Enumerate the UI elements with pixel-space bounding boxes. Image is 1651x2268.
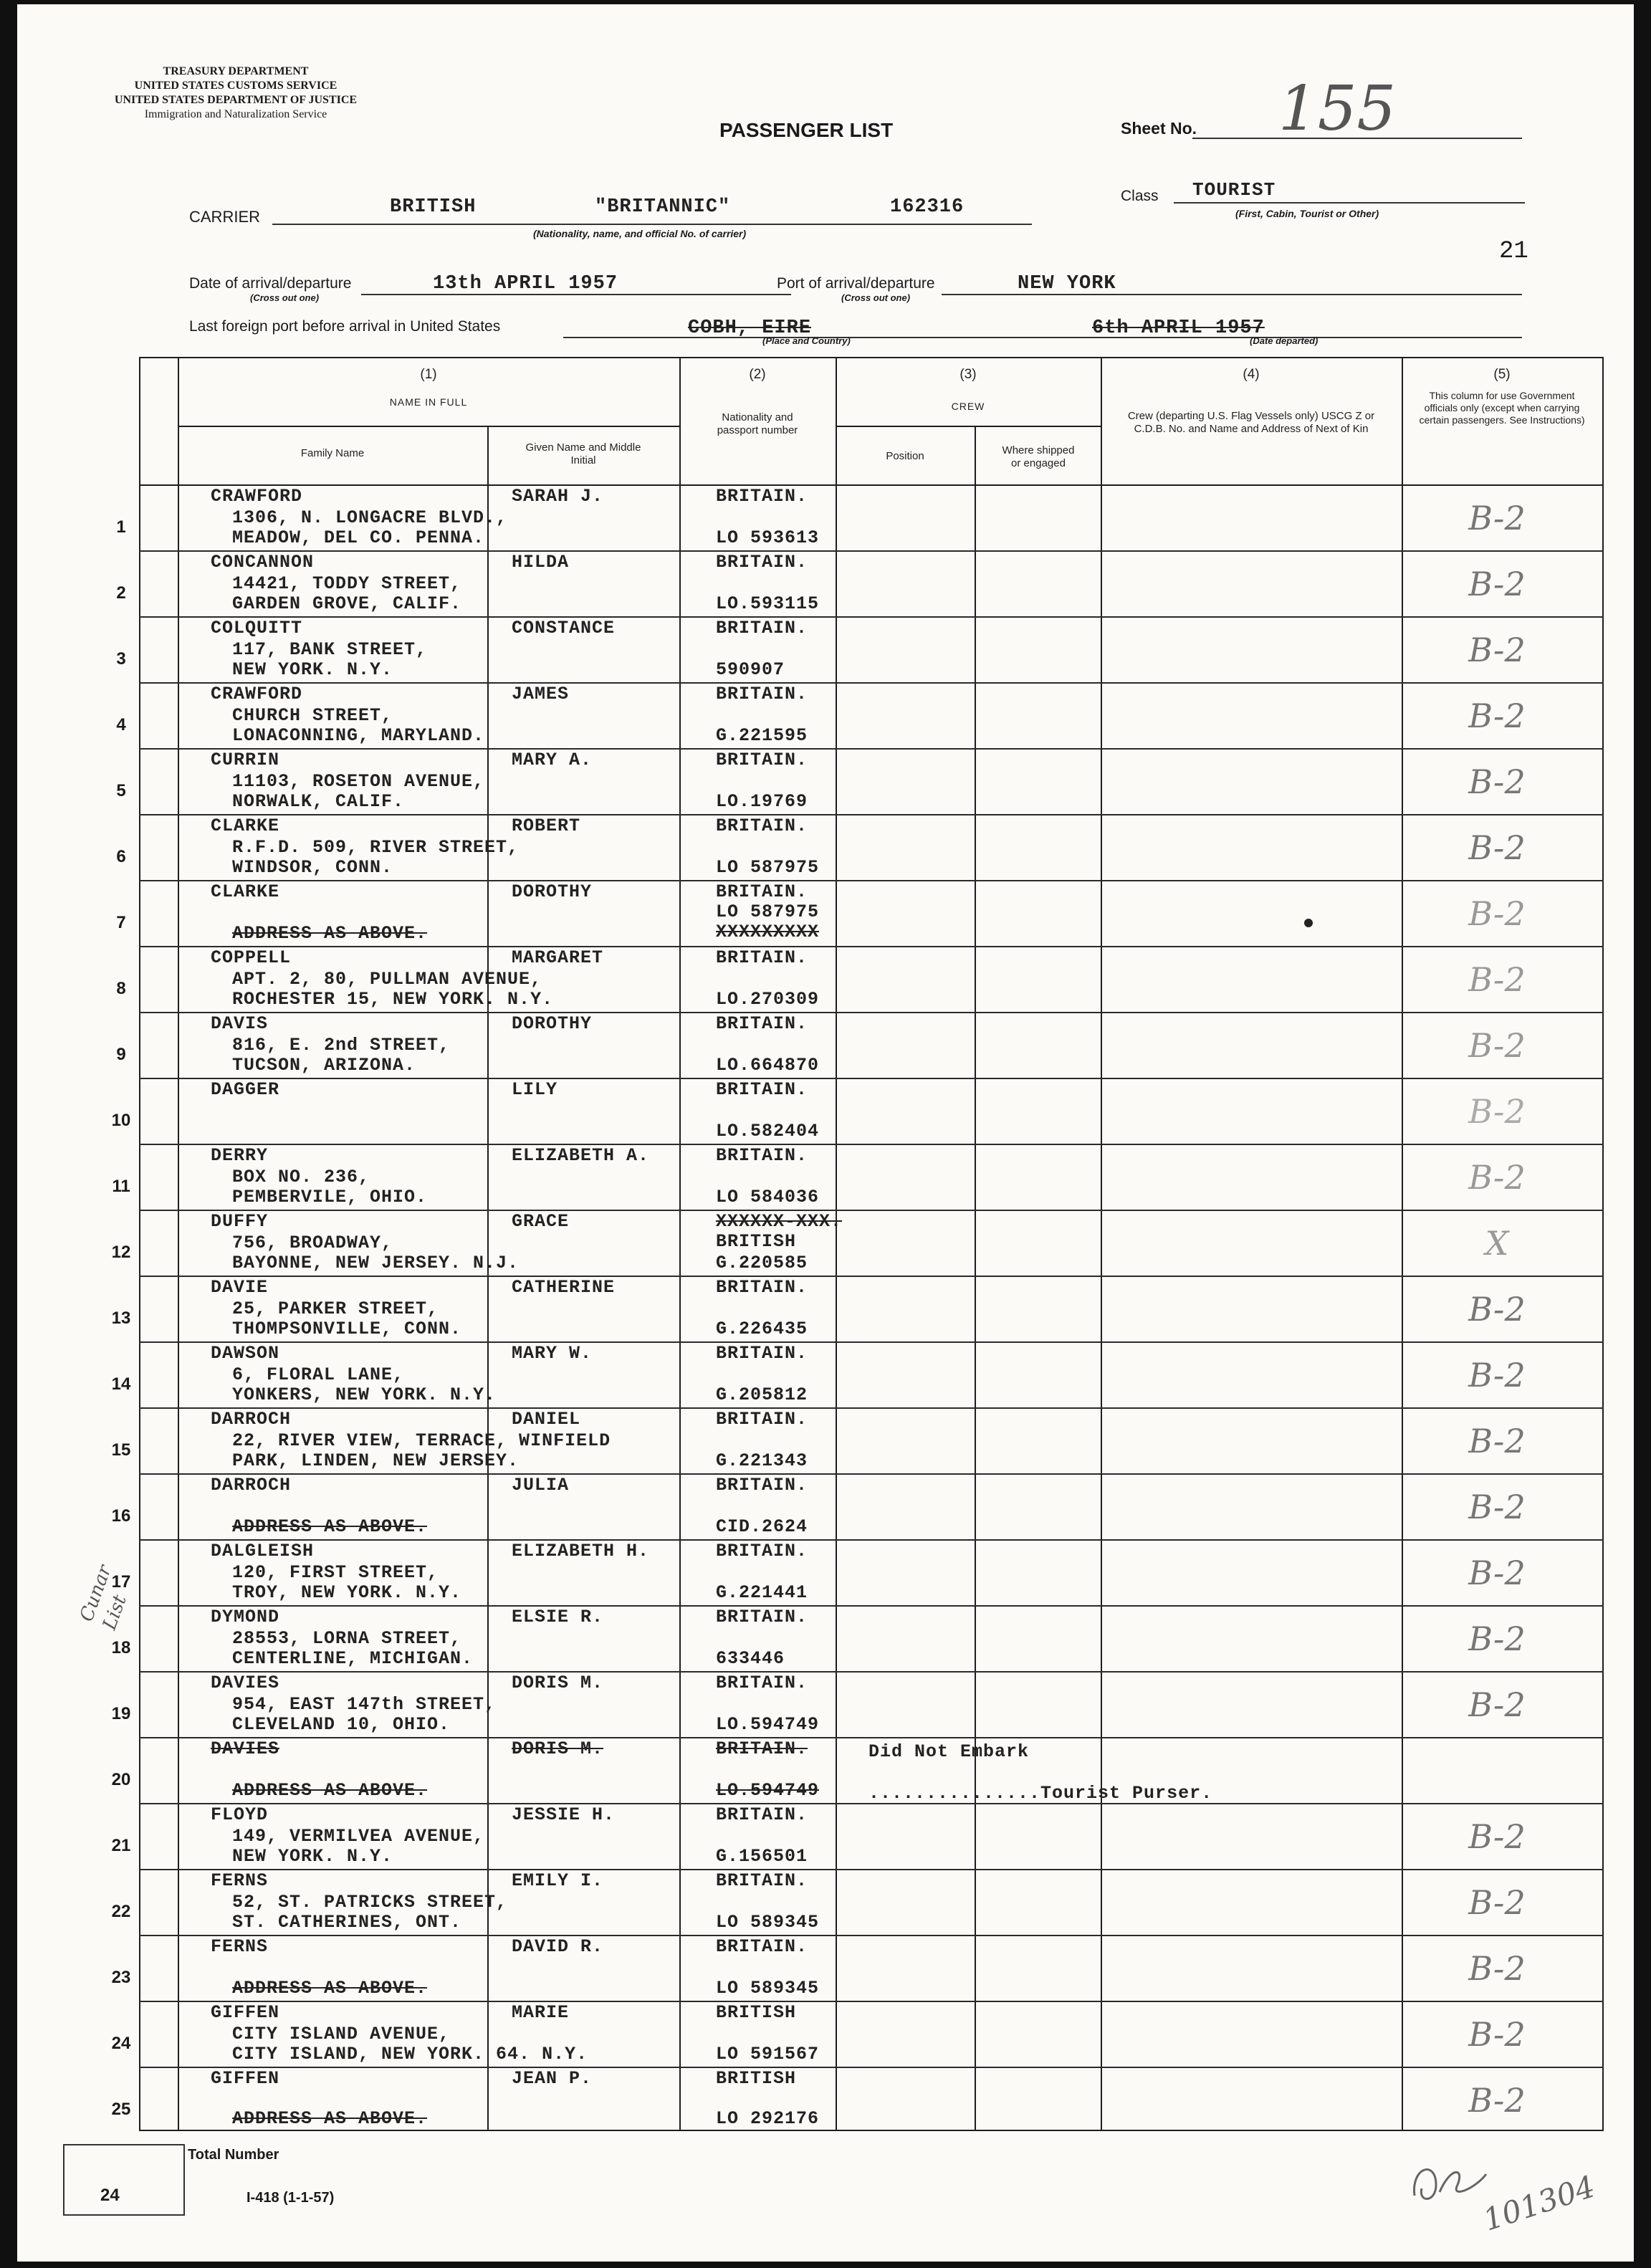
passport-number: G.156501 [716, 1846, 808, 1867]
row-number: 11 [112, 1177, 130, 1196]
passport-number: G.226435 [716, 1319, 808, 1339]
total-value: 24 [100, 2186, 120, 2205]
nationality: BRITAIN. [716, 1343, 808, 1364]
carrier-caption: (Nationality, name, and official No. of carrier) [533, 228, 747, 239]
address-line-1: 1306, N. LONGACRE BLVD., [232, 507, 508, 528]
passport-number: G.205812 [716, 1384, 808, 1405]
address-line-1: 25, PARKER STREET, [232, 1298, 439, 1319]
official-mark: B-2 [1468, 499, 1526, 537]
row-number: 25 [111, 2100, 131, 2119]
passport-number: LO 587975 [716, 857, 820, 878]
table-row [116, 684, 1604, 750]
nationality: BRITAIN. [716, 1145, 808, 1166]
row-number: 23 [111, 1968, 131, 1987]
footer-annotation: 101304 [1479, 2168, 1599, 2238]
nationality: BRITAIN. [716, 486, 808, 507]
passport-number: LO.582404 [716, 1121, 820, 1142]
passport-number: G.220585 [716, 1253, 808, 1273]
given-name: JEAN P. [512, 2068, 593, 2089]
nationality: BRITAIN. [716, 881, 808, 902]
given-name-header: Given Name and Middle Initial [525, 441, 641, 466]
family-name: CRAWFORD [211, 684, 303, 704]
class-label: Class [1121, 188, 1159, 204]
arrival-caption: (Cross out one) [250, 292, 320, 303]
col5-number: (5) [1493, 367, 1511, 382]
official-mark: B-2 [1468, 960, 1526, 999]
official-mark: B-2 [1468, 1290, 1526, 1329]
official-mark: B-2 [1468, 1554, 1526, 1592]
carrier-number: 162316 [890, 196, 965, 218]
table-row [116, 486, 1604, 552]
nationality: BRITAIN. [716, 750, 808, 770]
nationality: BRITAIN. [716, 1541, 808, 1561]
family-name: GIFFEN [211, 2002, 280, 2023]
address-line-2: ST. CATHERINES, ONT. [232, 1912, 462, 1933]
passport-number: G.221343 [716, 1450, 808, 1471]
table-row [111, 2068, 1604, 2133]
address-line-1: 954, EAST 147th STREET, [232, 1694, 497, 1715]
row-number: 4 [116, 715, 126, 735]
table-row [111, 1343, 1604, 1409]
sheet-label: Sheet No. [1121, 119, 1197, 138]
given-name: CONSTANCE [512, 618, 616, 638]
address-line-2: CLEVELAND 10, OHIO. [232, 1714, 451, 1735]
given-name: ELSIE R. [512, 1607, 604, 1627]
official-mark: B-2 [1468, 1158, 1526, 1197]
arrival-label: Date of arrival/departure [189, 275, 352, 292]
agency-line-1: TREASURY DEPARTMENT [163, 65, 309, 77]
col1-number: (1) [420, 367, 437, 382]
family-name: DYMOND [211, 1607, 280, 1627]
nationality: BRITISH [716, 2002, 797, 2023]
table-row [116, 1013, 1604, 1079]
position-header: Position [886, 450, 924, 462]
row-number: 3 [116, 649, 126, 669]
address-line-2: TUCSON, ARIZONA. [232, 1055, 416, 1076]
passport-number: LO 584036 [716, 1187, 820, 1207]
address-line-1: 117, BANK STREET, [232, 639, 428, 660]
official-mark: B-2 [1468, 1422, 1526, 1460]
given-name: SARAH J. [512, 486, 604, 507]
passport-number: G.221595 [716, 725, 808, 746]
agency-line-4: Immigration and Naturalization Service [144, 108, 327, 120]
given-name: MARIE [512, 2002, 570, 2023]
total-label: Total Number [188, 2147, 279, 2163]
table-row [116, 881, 1604, 947]
table-row [111, 1804, 1604, 1870]
table-row [111, 1870, 1604, 1936]
address-line-1: 6, FLORAL LANE, [232, 1364, 405, 1385]
passport-number: LO.664870 [716, 1055, 820, 1076]
class-value: TOURIST [1192, 179, 1276, 201]
passport-number: LO 587975 [716, 901, 820, 922]
official-mark: B-2 [1468, 2015, 1526, 2054]
address-line-2: NORWALK, CALIF. [232, 791, 405, 812]
nationality: BRITAIN. [716, 1804, 808, 1825]
passport-number: LO.594749 [716, 1780, 820, 1801]
family-name: COPPELL [211, 947, 292, 968]
row-number: 17 [111, 1572, 131, 1592]
row-number: 14 [111, 1374, 131, 1394]
address-line-2: ADDRESS AS ABOVE. [232, 923, 428, 944]
page-title: PASSENGER LIST [719, 119, 894, 141]
foreign-port-caption: (Place and Country) [762, 335, 851, 346]
row-number: 22 [111, 1902, 131, 1921]
nationality: BRITAIN. [716, 618, 808, 638]
table-row [116, 750, 1604, 815]
address-line-2: NEW YORK. N.Y. [232, 1846, 393, 1867]
margin-note: Cunar List [75, 1562, 131, 1633]
given-name: DORIS M. [512, 1673, 604, 1693]
table-row [111, 1673, 1604, 1738]
table-row [111, 1738, 1604, 1804]
form-number: I-418 (1-1-57) [247, 2190, 335, 2206]
table-row [111, 1541, 1604, 1607]
nationality: BRITAIN. [716, 552, 808, 573]
nationality: BRITISH [716, 1231, 797, 1252]
passport-number: LO.19769 [716, 791, 808, 812]
address-line-2: GARDEN GROVE, CALIF. [232, 593, 462, 614]
address-line-1: R.F.D. 509, RIVER STREET, [232, 837, 520, 858]
address-line-2: ADDRESS AS ABOVE. [232, 2108, 428, 2129]
table-row [111, 1409, 1604, 1475]
carrier-label: CARRIER [189, 208, 261, 226]
family-name: CLARKE [211, 815, 280, 836]
passport-number: LO 591567 [716, 2044, 820, 2064]
address-line-1: 816, E. 2nd STREET, [232, 1035, 451, 1056]
nationality: BRITISH [716, 2068, 797, 2089]
official-mark: B-2 [1468, 1488, 1526, 1526]
family-name-header: Family Name [300, 447, 365, 459]
family-name: DAVIES [211, 1738, 280, 1759]
departed-value: 6th APRIL 1957 [1092, 317, 1265, 339]
row-number: 15 [111, 1440, 131, 1460]
table-crew-subheader-line [836, 426, 1101, 427]
given-name: HILDA [512, 552, 570, 573]
given-name: JULIA [512, 1475, 570, 1496]
given-name: CATHERINE [512, 1277, 616, 1298]
family-name: DERRY [211, 1145, 269, 1166]
family-name: CLARKE [211, 881, 280, 902]
given-name: MARY W. [512, 1343, 593, 1364]
family-name: DAVIE [211, 1277, 269, 1298]
address-line-1: CITY ISLAND AVENUE, [232, 2024, 451, 2044]
row-number: 7 [116, 913, 126, 932]
carrier-nationality: BRITISH [390, 196, 477, 218]
official-mark: B-2 [1468, 1026, 1526, 1065]
family-name: DUFFY [211, 1211, 269, 1232]
given-name: ROBERT [512, 815, 581, 836]
table-row [116, 947, 1604, 1013]
official-mark: B-2 [1468, 894, 1526, 933]
nationality: BRITAIN. [716, 684, 808, 704]
passport-number: LO.594749 [716, 1714, 820, 1735]
col4-title: Crew (departing U.S. Flag Vessels only) USCG Z or C.D.B. No. and Name and Address of Next of Kin [1127, 410, 1375, 435]
row-number: 12 [111, 1243, 131, 1262]
nationality: BRITAIN. [716, 815, 808, 836]
col2-title: Nationality and passport number [717, 411, 798, 436]
address-line-2: BAYONNE, NEW JERSEY. N.J. [232, 1253, 520, 1273]
table-row [116, 552, 1604, 618]
address-line-2: PARK, LINDEN, NEW JERSEY. [232, 1450, 520, 1471]
did-not-embark-note: Did Not Embark [868, 1741, 1030, 1762]
address-line-2: LONACONNING, MARYLAND. [232, 725, 485, 746]
official-mark: B-2 [1468, 1883, 1526, 1922]
family-name: DAVIES [211, 1673, 280, 1693]
passport-number: LO 593613 [716, 527, 820, 548]
table-row [111, 1607, 1604, 1673]
address-line-2: THOMPSONVILLE, CONN. [232, 1319, 462, 1339]
official-mark: B-2 [1468, 828, 1526, 867]
carrier-name: "BRITANNIC" [595, 196, 731, 218]
given-name: DANIEL [512, 1409, 581, 1430]
arrival-value: 13th APRIL 1957 [433, 273, 618, 295]
col5-title: This column for use Government officials only (except when carrying certain passengers. See Instructions) [1419, 390, 1585, 426]
nationality: BRITAIN. [716, 1079, 808, 1100]
col3-title: CREW [951, 401, 985, 412]
official-mark: B-2 [1468, 565, 1526, 603]
address-line-1: 52, ST. PATRICKS STREET, [232, 1892, 508, 1913]
departed-caption: (Date departed) [1250, 335, 1319, 346]
col3-number: (3) [960, 367, 977, 382]
official-mark: B-2 [1468, 1817, 1526, 1856]
official-mark: B-2 [1468, 697, 1526, 735]
address-line-2: ADDRESS AS ABOVE. [232, 1516, 428, 1537]
nationality: BRITAIN. [716, 947, 808, 968]
row-number: 16 [111, 1506, 131, 1526]
address-line-2: PEMBERVILE, OHIO. [232, 1187, 428, 1207]
given-name: ELIZABETH H. [512, 1541, 650, 1561]
row-number: 20 [111, 1770, 131, 1789]
address-line-2: ADDRESS AS ABOVE. [232, 1780, 428, 1801]
agency-line-3: UNITED STATES DEPARTMENT OF JUSTICE [114, 94, 358, 106]
agency-line-2: UNITED STATES CUSTOMS SERVICE [134, 80, 338, 92]
signature-stroke [1415, 2170, 1486, 2199]
row-number: 1 [116, 517, 126, 537]
official-mark: B-2 [1468, 1685, 1526, 1724]
address-line-1: 14421, TODDY STREET, [232, 573, 462, 594]
col1-title: NAME IN FULL [389, 396, 468, 408]
address-line-2: ROCHESTER 15, NEW YORK. N.Y. [232, 989, 554, 1010]
ink-dot [1304, 919, 1313, 927]
row-number: 5 [116, 781, 126, 800]
given-name: GRACE [512, 1211, 570, 1232]
table-row [116, 618, 1604, 684]
table-row [111, 1936, 1604, 2002]
official-mark: B-2 [1468, 1092, 1526, 1131]
address-line-1: APT. 2, 80, PULLMAN AVENUE, [232, 969, 542, 990]
given-name: LILY [512, 1079, 558, 1100]
passport-number: LO.270309 [716, 989, 820, 1010]
nationality: BRITAIN. [716, 1607, 808, 1627]
family-name: COLQUITT [211, 618, 303, 638]
family-name: DARROCH [211, 1475, 292, 1496]
address-line-2: TROY, NEW YORK. N.Y. [232, 1582, 462, 1603]
struck-text: XXXXXX-XXX. [716, 1211, 843, 1232]
struck-text: XXXXXXXXX [716, 922, 820, 942]
shipped-header: Where shipped or engaged [1002, 444, 1075, 469]
passport-number: CID.2624 [716, 1516, 808, 1537]
total-box [63, 2144, 185, 2216]
given-name: DAVID R. [512, 1936, 604, 1957]
address-line-1: 149, VERMILVEA AVENUE, [232, 1826, 485, 1847]
family-name: FERNS [211, 1936, 269, 1957]
row-number: 21 [111, 1836, 131, 1855]
nationality: BRITAIN. [716, 1013, 808, 1034]
row-number: 8 [116, 979, 126, 998]
address-line-1: CHURCH STREET, [232, 705, 393, 726]
col2-number: (2) [749, 367, 766, 382]
address-line-2: MEADOW, DEL CO. PENNA. [232, 527, 485, 548]
given-name: MARY A. [512, 750, 593, 770]
row-number: 10 [111, 1111, 131, 1130]
family-name: FERNS [211, 1870, 269, 1891]
official-mark: B-2 [1468, 1619, 1526, 1658]
row-number: 18 [111, 1638, 131, 1657]
table-top-border [139, 357, 1604, 358]
nationality: BRITAIN. [716, 1673, 808, 1693]
row-number: 6 [116, 847, 126, 866]
address-line-2: ADDRESS AS ABOVE. [232, 1978, 428, 1999]
col4-number: (4) [1243, 367, 1260, 382]
nationality: BRITAIN. [716, 1409, 808, 1430]
given-name: DOROTHY [512, 1013, 593, 1034]
address-line-2: WINDSOR, CONN. [232, 857, 393, 878]
family-name: DALGLEISH [211, 1541, 315, 1561]
official-mark: X [1485, 1224, 1509, 1263]
signature-initials [1407, 2145, 1493, 2210]
address-line-1: 28553, LORNA STREET, [232, 1628, 462, 1649]
port-value: NEW YORK [1018, 273, 1116, 295]
passenger-list-sheet [17, 4, 1634, 2262]
family-name: DAWSON [211, 1343, 280, 1364]
given-name: MARGARET [512, 947, 604, 968]
address-line-2: YONKERS, NEW YORK. N.Y. [232, 1384, 497, 1405]
class-underline [1174, 202, 1525, 204]
port-label: Port of arrival/departure [777, 275, 935, 292]
family-name: DAGGER [211, 1079, 280, 1100]
family-name: CRAWFORD [211, 486, 303, 507]
given-name: JESSIE H. [512, 1804, 616, 1825]
row-number: 2 [116, 583, 126, 603]
foreign-port-label: Last foreign port before arrival in United States [189, 318, 501, 335]
address-line-1: 756, BROADWAY, [232, 1233, 393, 1253]
family-name: DAVIS [211, 1013, 269, 1034]
address-line-2: CITY ISLAND, NEW YORK. 64. N.Y. [232, 2044, 588, 2064]
passport-number: LO 292176 [716, 2108, 820, 2129]
sheet-number: 155 [1278, 73, 1397, 145]
table-row [111, 1211, 1604, 1277]
address-line-1: BOX NO. 236, [232, 1167, 370, 1187]
foreign-port-value: COBH, EIRE [688, 317, 812, 339]
official-mark: B-2 [1468, 1356, 1526, 1394]
nationality: BRITAIN. [716, 1738, 808, 1759]
table-row [116, 815, 1604, 881]
row-number: 24 [111, 2034, 131, 2053]
passport-number: LO 589345 [716, 1978, 820, 1999]
family-name: GIFFEN [211, 2068, 280, 2089]
family-name: DARROCH [211, 1409, 292, 1430]
table-row [111, 1277, 1604, 1343]
official-mark: B-2 [1468, 1949, 1526, 1988]
given-name: ELIZABETH A. [512, 1145, 650, 1166]
port-caption: (Cross out one) [841, 292, 911, 303]
table-name-subheader-line [178, 426, 679, 427]
passport-number: 633446 [716, 1648, 785, 1669]
passport-number: LO 589345 [716, 1912, 820, 1933]
carrier-underline [272, 224, 1032, 225]
address-line-1: 11103, ROSETON AVENUE, [232, 771, 485, 792]
class-caption: (First, Cabin, Tourist or Other) [1235, 208, 1379, 219]
address-line-2: CENTERLINE, MICHIGAN. [232, 1648, 474, 1669]
nationality: BRITAIN. [716, 1936, 808, 1957]
family-name: CURRIN [211, 750, 280, 770]
official-mark: B-2 [1468, 631, 1526, 669]
table-row [111, 1475, 1604, 1541]
family-name: FLOYD [211, 1804, 269, 1825]
given-name: EMILY I. [512, 1870, 604, 1891]
table-row [111, 2002, 1604, 2068]
official-mark: B-2 [1468, 762, 1526, 801]
address-line-2: NEW YORK. N.Y. [232, 659, 393, 680]
row-number: 9 [116, 1045, 126, 1064]
row-number: 13 [111, 1308, 131, 1328]
given-name: DORIS M. [512, 1738, 604, 1759]
page-number: 21 [1499, 238, 1528, 265]
agency-block [82, 64, 390, 122]
address-line-1: 120, FIRST STREET, [232, 1562, 439, 1583]
row-number: 19 [111, 1704, 131, 1723]
address-line-1: 22, RIVER VIEW, TERRACE, WINFIELD [232, 1430, 611, 1451]
nationality: BRITAIN. [716, 1475, 808, 1496]
nationality: BRITAIN. [716, 1870, 808, 1891]
table-row [112, 1145, 1604, 1211]
nationality: BRITAIN. [716, 1277, 808, 1298]
passport-number: LO.593115 [716, 593, 820, 614]
purser-note: ...............Tourist Purser. [868, 1783, 1213, 1804]
official-mark: B-2 [1468, 2081, 1526, 2120]
passport-number: 590907 [716, 659, 785, 680]
given-name: JAMES [512, 684, 570, 704]
passport-number: G.221441 [716, 1582, 808, 1603]
table-row [111, 1079, 1604, 1145]
given-name: DOROTHY [512, 881, 593, 902]
family-name: CONCANNON [211, 552, 315, 573]
